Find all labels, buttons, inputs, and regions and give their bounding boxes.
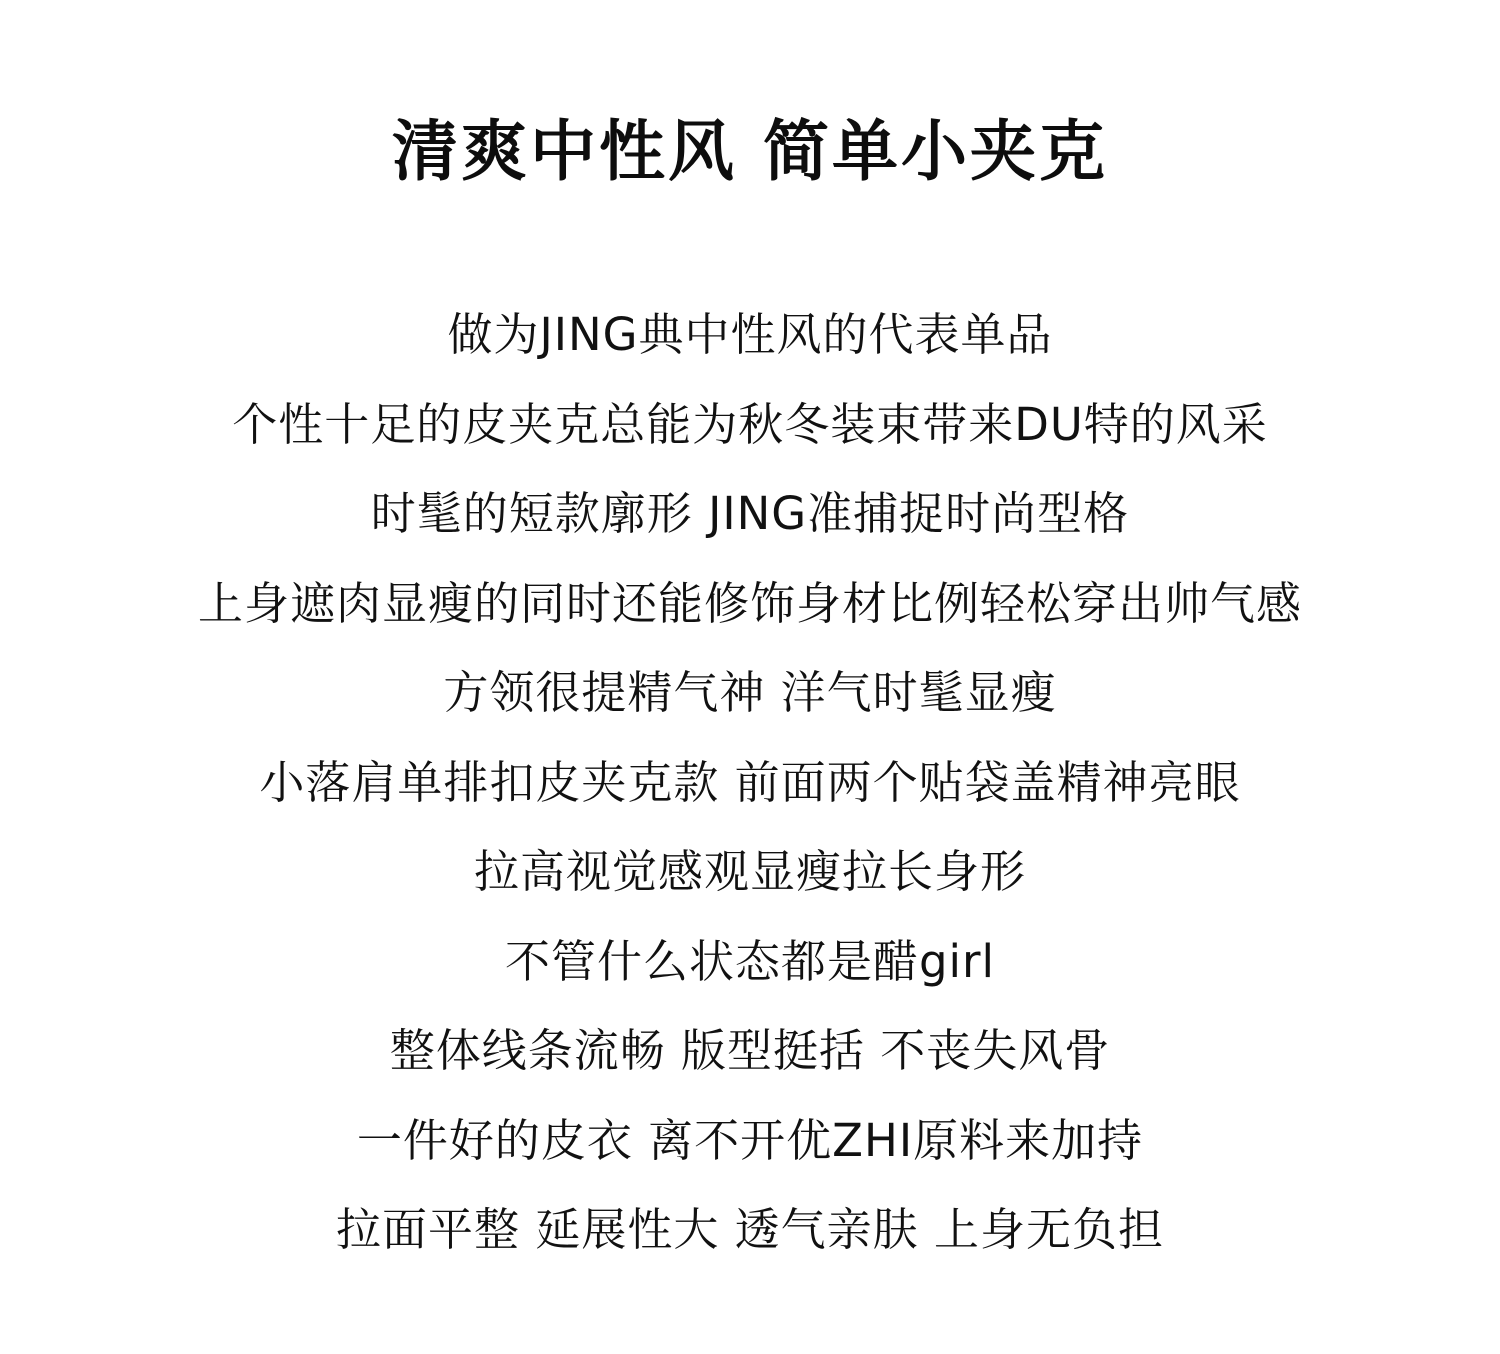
description-line: 拉高视觉感观显瘦拉长身形 xyxy=(473,845,1026,898)
description-line: 个性十足的皮夹克总能为秋冬装束带来DU特的风采 xyxy=(232,397,1268,451)
description-line: 拉面平整 延展性大 透气亲肤 上身无负担 xyxy=(336,1203,1164,1256)
description-line: 不管什么状态都是醋girl xyxy=(504,934,996,988)
description-lines xyxy=(0,290,1500,1275)
description-line: 方领很提精气神 洋气时髦显瘦 xyxy=(443,666,1057,719)
description-line: 整体线条流畅 版型挺括 不丧失风骨 xyxy=(389,1024,1111,1077)
description-line: 一件好的皮衣 离不开优ZHI原料来加持 xyxy=(356,1113,1144,1167)
page-title: 清爽中性风 简单小夹克 xyxy=(392,113,1108,191)
description-line: 小落肩单排扣皮夹克款 前面两个贴袋盖精神亮眼 xyxy=(259,755,1241,809)
description-line: 时髦的短款廓形 JING准捕捉时尚型格 xyxy=(370,487,1130,540)
description-line: 上身遮肉显瘦的同时还能修饰身材比例轻松穿出帅气感 xyxy=(197,576,1302,630)
description-line: 做为JING典中性风的代表单品 xyxy=(447,308,1053,361)
